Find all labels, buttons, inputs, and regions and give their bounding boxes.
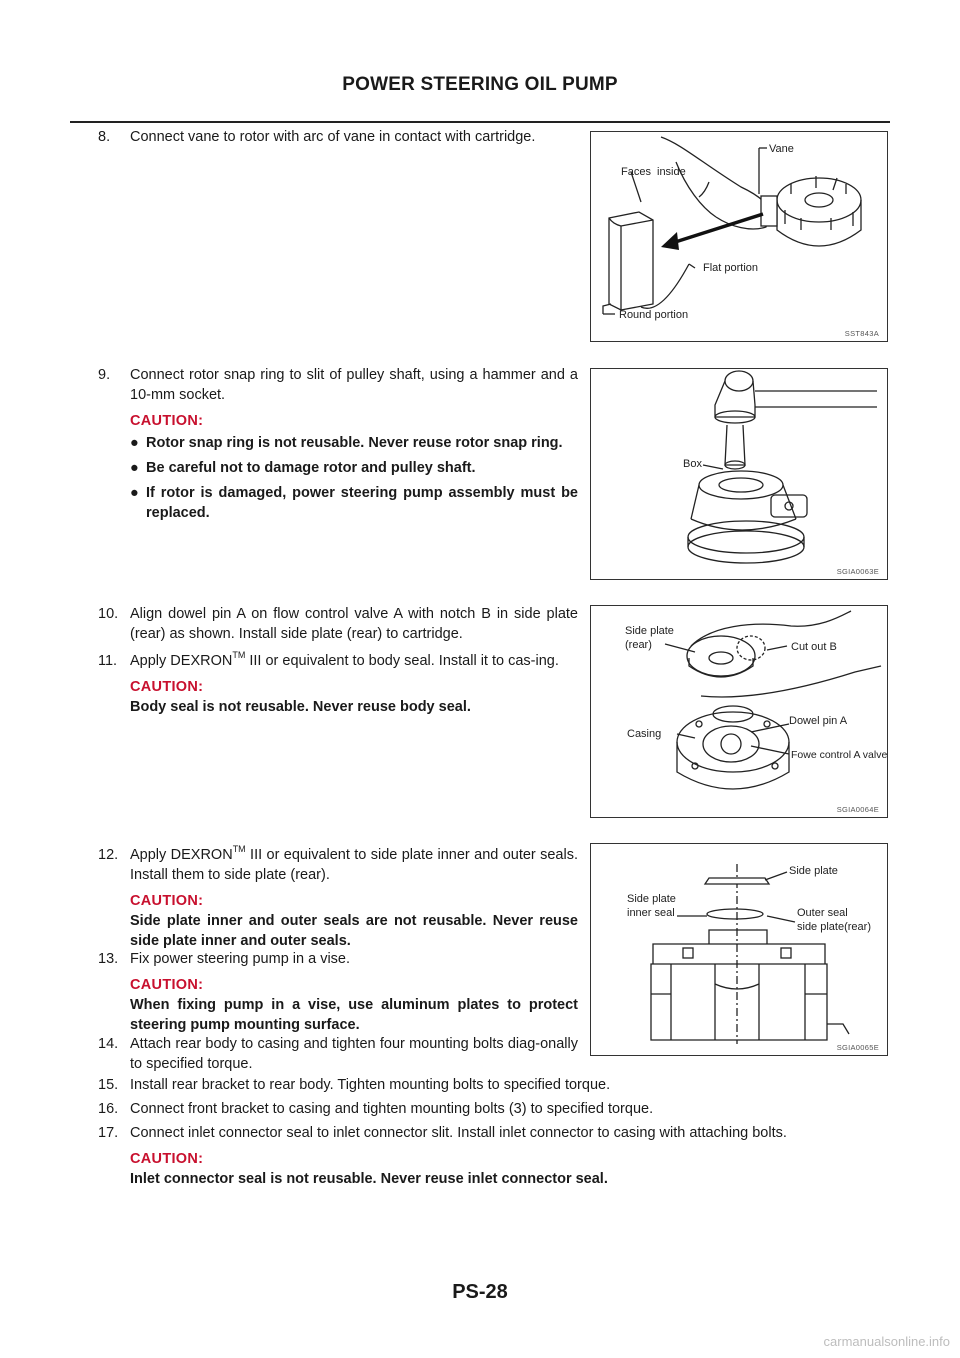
caution-bullet [130,458,578,478]
title-rule [70,121,890,123]
caution-label: CAUTION: [130,679,204,695]
label-side-plate: Side plate [625,625,674,637]
caution-label: CAUTION: [130,413,204,429]
step-9 [98,365,578,523]
step-text: Connect vane to rotor with arc of vane in contact with cartridge. [130,129,536,145]
step-12 [98,845,578,951]
label-casing: Casing [627,728,662,740]
page-title: POWER STEERING OIL PUMP [342,74,618,95]
caution-text: Side plate inner and outer seals are not reusable. Never reuse side plate inner and outer seals. [130,913,578,949]
label-side-plate-rear: side plate(rear) [797,921,871,933]
figure-code: SGIA0064E [836,805,879,814]
bullet-icon: ● [130,435,139,451]
label-flat-portion: Flat portion [703,262,759,274]
bullet-text: If rotor is damaged, power steering pump assembly must be replaced. [146,485,578,521]
step-15 [98,1075,898,1095]
figure-code: SGIA0065E [836,1043,879,1052]
label-dowel-pin-a: Dowel pin A [789,715,848,727]
label-vane: Vane [769,143,794,155]
step-number: 14. [98,1036,119,1052]
caution-label: CAUTION: [130,977,204,993]
step-text: Install rear bracket to rear body. Tighten mounting bolts to specified torque. [130,1077,611,1093]
step-17 [98,1123,898,1189]
step-text: Attach rear body to casing and tighten four mounting bolts diag-onally to specified torque. [130,1036,578,1072]
step-text: Apply DEXRON™ III or equivalent to body seal. Install it to cas-ing. [130,650,559,669]
label-faces: Faces [621,166,651,178]
bullet-text: Rotor snap ring is not reusable. Never reuse rotor snap ring. [146,435,563,451]
figure-code: SGIA0063E [836,567,879,576]
figure-code: SST843A [844,329,879,338]
label-flow-control-valve: Fowe control A valve [791,749,887,761]
bullet-icon: ● [130,485,139,501]
caution-label: CAUTION: [130,893,204,909]
step-text: Connect front bracket to casing and tighten mounting bolts (3) to specified torque. [130,1101,654,1117]
hammer-illustration [591,369,887,579]
figure-snap-ring [590,368,888,580]
label-round-portion: Round portion [619,309,689,321]
figure-vane-rotor [590,131,888,342]
step-8 [98,127,578,147]
step-number: 10. [98,606,119,622]
step-11 [98,651,578,717]
label-cut-out-b: Cut out B [791,641,837,653]
bullet-text: Be careful not to damage rotor and pulley shaft. [146,460,476,476]
step-number: 12. [98,847,119,863]
step-number: 11. [98,653,118,669]
step-16 [98,1099,898,1119]
step-text: Apply DEXRON™ III or equivalent to side plate inner and outer seals. Install them to side plate (rear). [130,844,578,883]
step-number: 17. [98,1125,119,1141]
seals-illustration [591,844,887,1055]
label-box: Box [683,458,702,470]
caution-label: CAUTION: [130,1151,204,1167]
step-text: Connect rotor snap ring to slit of pulley shaft, using a hammer and a 10-mm socket. [130,367,578,403]
label-side-plate-inner: Side plate [627,893,676,905]
label-outer-seal: Outer seal [797,907,848,919]
label-side-plate: Side plate [789,865,838,877]
step-14 [98,1034,578,1074]
label-inside: inside [657,166,686,178]
label-inner-seal: inner seal [627,907,675,919]
step-number: 13. [98,951,119,967]
page-number: PS-28 [452,1281,508,1303]
caution-text: Body seal is not reusable. Never reuse body seal. [130,699,471,715]
caution-text: When fixing pump in a vise, use aluminum plates to protect steering pump mounting surface. [130,997,578,1033]
step-number: 15. [98,1077,119,1093]
vane-rotor-illustration [591,132,887,341]
trademark: TM [232,650,246,660]
step-text: Align dowel pin A on flow control valve A with notch B in side plate (rear) as shown. Install side plate (rear) to cartridge. [130,606,578,642]
step-number: 8. [98,129,111,145]
figure-side-plate-seals [590,843,888,1056]
trademark: TM [232,844,246,854]
caution-bullet [130,483,578,523]
step-text: Fix power steering pump in a vise. [130,951,351,967]
step-number: 9. [98,367,111,383]
label-rear: (rear) [625,639,652,651]
side-plate-illustration [591,606,887,817]
caution-bullet [130,433,578,453]
step-number: 16. [98,1101,119,1117]
figure-side-plate-rear [590,605,888,818]
bullet-icon: ● [130,460,139,476]
step-13 [98,949,578,1035]
step-10 [98,604,578,644]
caution-text: Inlet connector seal is not reusable. Never reuse inlet connector seal. [130,1171,608,1187]
watermark: carmanualsonline.info [823,1334,950,1349]
step-text: Connect inlet connector seal to inlet connector slit. Install inlet connector to casing with attaching bolts. [130,1125,787,1141]
